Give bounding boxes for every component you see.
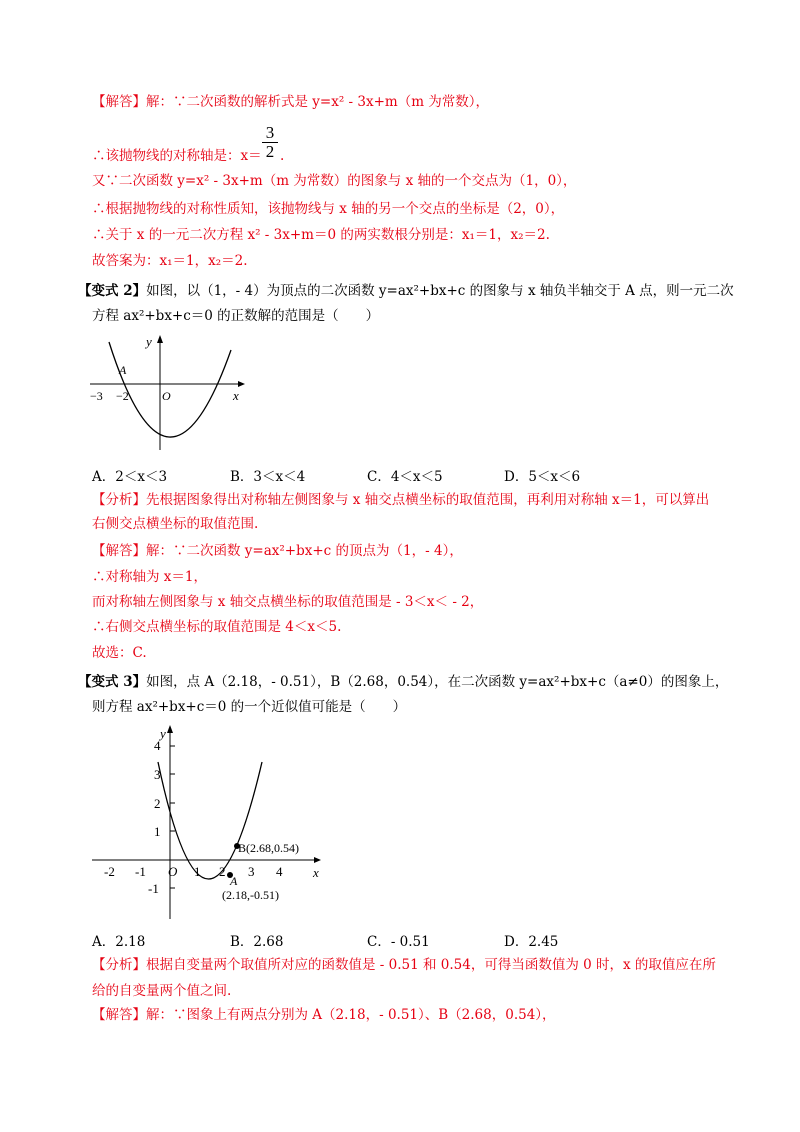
variant-2-analysis-line-1: 【分析】先根据图象得出对称轴左侧图象与 x 轴交点横坐标的取值范围，再利用对称轴 x＝1，可以算出 xyxy=(92,492,710,508)
variant-2-solution-line-3: 而对称轴左侧图象与 x 轴交点横坐标的取值范围是 - 3＜x＜ - 2， xyxy=(92,594,484,610)
variant-2-option-a[interactable]: A．2＜x＜3 xyxy=(92,469,168,485)
x-tick-label: 1 xyxy=(194,864,201,879)
y-axis-arrow-icon xyxy=(167,725,173,733)
point-a-label: A xyxy=(119,363,127,377)
solution-line-6: 故答案为：x₁＝1，x₂＝2. xyxy=(92,253,248,269)
x-axis-label: x xyxy=(233,388,239,403)
solution-line-4: ∴根据抛物线的对称性质知，该抛物线与 x 轴的另一个交点的坐标是（2，0）， xyxy=(92,201,565,217)
solution-line-5: ∴关于 x 的一元二次方程 x² - 3x+m＝0 的两实数根分别是：x₁＝1，x₂＝2. xyxy=(92,227,550,243)
origin-label: O xyxy=(162,389,171,403)
variant-2-question-text: 如图，以（1，- 4）为顶点的二次函数 y=ax²+bx+c 的图象与 x 轴负半轴交于 A 点，则一元二次 xyxy=(146,283,734,299)
y-tick-label: 2 xyxy=(154,796,161,811)
variant-2-solution-line-4: ∴右侧交点横坐标的取值范围是 4＜x＜5. xyxy=(92,619,342,635)
x-tick-label: -1 xyxy=(135,864,146,879)
origin-label: O xyxy=(168,864,178,879)
variant-2-solution-line-1: 【解答】解：∵二次函数 y=ax²+bx+c 的顶点为（1，- 4）， xyxy=(92,543,463,559)
variant-3-solution-line-1: 【解答】解：∵图象上有两点分别为 A（2.18，- 0.51）、B（2.68，0.54）， xyxy=(92,1007,556,1023)
variant-2-solution-line-2: ∴对称轴为 x＝1， xyxy=(92,569,207,585)
variant-2-option-b[interactable]: B．3＜x＜4 xyxy=(230,469,306,485)
solution-line-2-text: ∴该抛物线的对称轴是：x＝ xyxy=(92,148,262,164)
parabola-curve xyxy=(158,762,262,879)
x-tick-label: 2 xyxy=(219,864,226,879)
variant-3-question-line-1 xyxy=(78,672,728,692)
y-tick-label: 4 xyxy=(154,738,161,753)
variant-3-question-text: 如图，点 A（2.18，- 0.51），B（2.68，0.54），在二次函数 y=ax²+bx+c（a≠0）的图象上， xyxy=(146,674,729,690)
variant-3-option-a[interactable]: A．2.18 xyxy=(92,934,146,950)
variant-2-figure xyxy=(88,330,248,452)
x-tick-label: -2 xyxy=(104,864,115,879)
variant-3-analysis-line-2: 给的自变量两个值之间. xyxy=(92,983,232,999)
variant-3-figure xyxy=(90,724,330,924)
tick-minus-3: −3 xyxy=(90,389,103,403)
fraction-numerator: 3 xyxy=(265,123,275,142)
variant-2-question-line-1 xyxy=(78,281,734,301)
y-tick-label: 3 xyxy=(154,767,161,782)
point-a-label: A xyxy=(230,874,238,888)
point-b-label: B(2.68,0.54) xyxy=(238,841,299,855)
variant-3-option-d[interactable]: D．2.45 xyxy=(504,934,559,950)
fraction-period: . xyxy=(280,148,285,164)
variant-2-analysis-line-2: 右侧交点横坐标的取值范围. xyxy=(92,516,259,532)
point-a-coordinate: (2.18,-0.51) xyxy=(222,888,279,902)
variant-2-option-d[interactable]: D．5＜x＜6 xyxy=(504,469,581,485)
x-axis-arrow-icon xyxy=(238,381,245,387)
variant-3-question-line-2: 则方程 ax²+bx+c＝0 的一个近似值可能是（ ） xyxy=(92,699,407,715)
variant-2-question-line-2: 方程 ax²+bx+c＝0 的正数解的范围是（ ） xyxy=(92,308,380,324)
solution-line-1: 【解答】解：∵二次函数的解析式是 y=x² - 3x+m（m 为常数）， xyxy=(92,94,490,110)
y-tick-label: -1 xyxy=(148,881,159,896)
fraction-denominator: 2 xyxy=(262,142,278,161)
x-tick-label: 3 xyxy=(248,864,255,879)
tick-minus-2: −2 xyxy=(116,389,129,403)
y-axis-label: y xyxy=(160,726,166,741)
y-tick-label: 1 xyxy=(154,824,161,839)
x-axis-label: x xyxy=(313,865,319,880)
x-tick-label: 4 xyxy=(276,864,283,879)
solution-line-3: 又∵二次函数 y=x² - 3x+m（m 为常数）的图象与 x 轴的一个交点为（1，0）， xyxy=(92,173,577,189)
variant-2-option-c[interactable]: C．4＜x＜5 xyxy=(367,469,443,485)
fraction xyxy=(262,124,278,161)
solution-line-2 xyxy=(92,146,262,166)
variant-2-tag: 【变式 2】 xyxy=(78,283,147,299)
x-axis-arrow-icon xyxy=(314,857,321,863)
variant-3-option-b[interactable]: B．2.68 xyxy=(230,934,284,950)
variant-3-tag: 【变式 3】 xyxy=(78,674,147,690)
y-axis-label: y xyxy=(146,334,152,349)
variant-2-solution-line-5: 故选：C. xyxy=(92,645,147,661)
variant-3-analysis-line-1: 【分析】根据自变量两个取值所对应的函数值是 - 0.51 和 0.54，可得当函数值为 0 时，x 的取值应在所 xyxy=(92,957,716,973)
variant-3-option-c[interactable]: C．- 0.51 xyxy=(367,934,430,950)
y-axis-arrow-icon xyxy=(157,335,163,343)
